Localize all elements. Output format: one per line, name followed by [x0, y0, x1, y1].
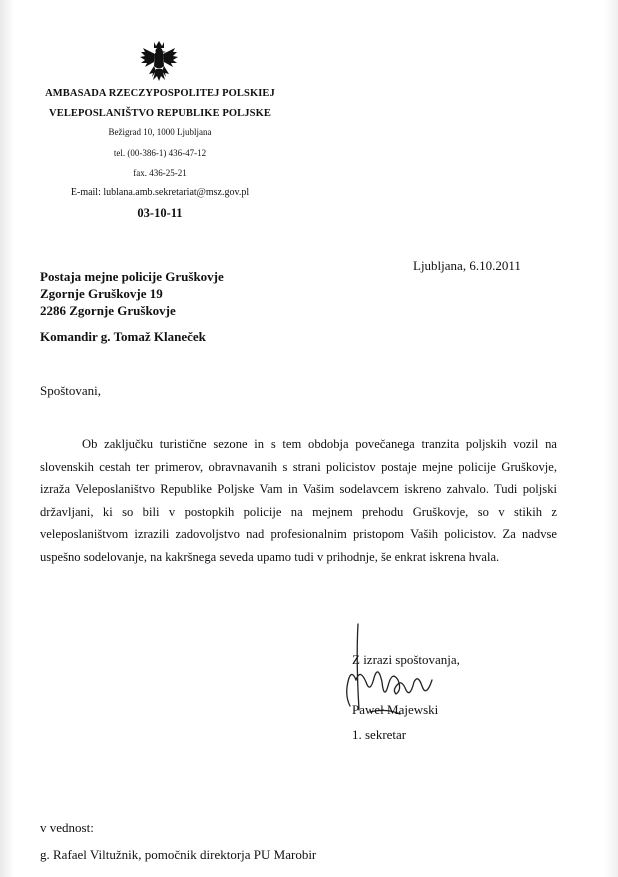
- embassy-email: E-mail: lublana.amb.sekretariat@msz.gov.pl: [70, 187, 250, 198]
- closing-greeting: Z izrazi spoštovanja,: [352, 652, 460, 667]
- recipient-line-1: Postaja mejne policije Gruškovje: [40, 269, 224, 284]
- letter-body: Ob zaključku turistične sezone in s tem obdobja povečanega tranzita poljskih vozil na slovenskih cestah ter primerov, obravnavanih s strani policistov postaje mejne policije Gruškovje, izraža Veleposlaništvo Republike Poljske Vam in Vašim sodelavcem iskreno zahvalo. Tudi poljski državljani, ki so bili v postopkih policije na mejnem prehodu Gruškovje, so v stikih z veleposlaništvom izrazili zadovoljstvo nad profesionalnim pristopom Vaših policistov. Za nadvse uspešno sodelovanje, na kakršnega seveda upamo tudi v prihodnje, še enkrat iskrena hvala.: [40, 437, 557, 564]
- reference-number: 03-10-11: [137, 206, 183, 220]
- embassy-name-slovene: VELEPOSLANIŠTVO REPUBLIKE POLJSKE: [49, 108, 271, 119]
- embassy-fax: fax. 436-25-21: [133, 168, 187, 178]
- polish-eagle-emblem: [139, 40, 179, 82]
- embassy-phone: tel. (00-386-1) 436-47-12: [113, 148, 207, 158]
- recipient-line-2: Zgornje Gruškovje 19: [40, 286, 163, 301]
- salutation: Spoštovani,: [40, 383, 102, 398]
- cc-recipient: g. Rafael Viltužnik, pomočnik direktorja PU Marobir: [40, 847, 317, 862]
- signatory-title: 1. sekretar: [352, 727, 407, 742]
- embassy-name-polish: AMBASADA RZECZYPOSPOLITEJ POLSKIEJ: [45, 88, 275, 99]
- recipient-commander: Komandir g. Tomaž Klaneček: [40, 329, 206, 344]
- letter-date: Ljubljana, 6.10.2011: [413, 258, 521, 273]
- embassy-address: Bežigrad 10, 1000 Ljubljana: [108, 127, 212, 137]
- cc-label: v vednost:: [40, 820, 94, 835]
- signatory-name: Paweł Majewski: [352, 702, 439, 717]
- recipient-line-3: 2286 Zgornje Gruškovje: [40, 303, 176, 318]
